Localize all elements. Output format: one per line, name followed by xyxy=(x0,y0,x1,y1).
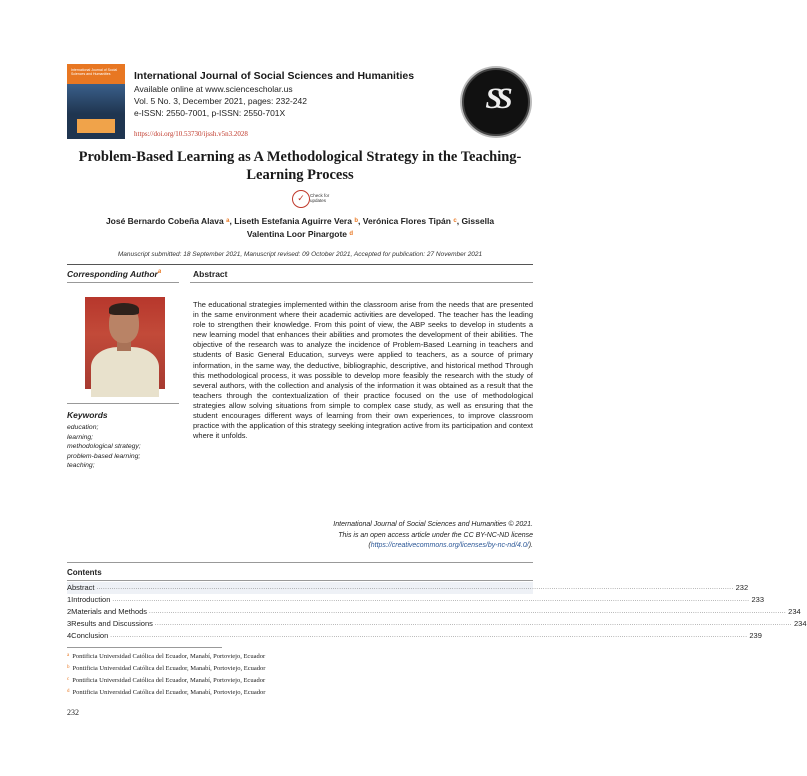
affiliation-d xyxy=(67,689,265,696)
affiliation-mark: b xyxy=(67,665,70,670)
toc-num: 1 xyxy=(67,595,72,604)
journal-logo-text: SS xyxy=(485,82,507,115)
abstract-text: The educational strategies implemented within the classroom arise from the needs that are presented in the same environment where their academic activities are developed. The teacher has the leading role to strengthen their knowledge. From this point of view, the ABP seeks to develop in students a new learning model that enhances their abilities and promotes the development of their abilities. The objective of the research was to analyze the incidence of Problem-Based Learning in teachers and students of Basic General Education, surveys were applied to teachers, as a source of primary information, in the same way, the deductive, bibliographic, descriptive, and historical method Through this methodological process, it was possible to develop more feasibly the research with the study of several authors, with the collection and analysis of the information it was obtained as a result that the teachers through the contextualization of their practice focused on the use of methodological strategies allow solving situations from simple to complex case study, as well as ensuring that the student encourages different ways of learning from their own experiences, to improve classroom practice with the application of this strategy seeking integration active from its participation and context where it unfolds. xyxy=(193,300,533,441)
authors xyxy=(67,215,533,241)
abstract-heading: Abstract xyxy=(193,269,228,279)
journal-volume: Vol. 5 No. 3, December 2021, pages: 232-242 xyxy=(134,96,307,106)
toc-dots: ...................................................................................................................................................................................................................................................................................................... xyxy=(112,597,750,603)
divider-top xyxy=(67,264,533,265)
divider-keywords xyxy=(67,403,179,404)
license-block xyxy=(240,520,533,552)
toc-dots: ...................................................................................................................................................................................................................................................................................................... xyxy=(96,585,734,591)
toc-page: 233 xyxy=(751,595,764,604)
author-sep: , xyxy=(229,216,232,226)
keyword: learning; xyxy=(67,433,94,441)
toc-dots: ...................................................................................................................................................................................................................................................................................................... xyxy=(149,609,787,615)
toc-title: Abstract xyxy=(67,583,95,592)
toc-title: Introduction xyxy=(71,595,111,604)
affiliation-c xyxy=(67,677,265,684)
affiliation-text: Pontificia Universidad Católica del Ecuador, Manabí, Portoviejo, Ecuador xyxy=(72,665,266,672)
divider-left xyxy=(67,282,179,283)
journal-title: International Journal of Social Sciences and Humanities xyxy=(134,70,415,82)
toc-title: Materials and Methods xyxy=(71,607,148,616)
cover-title: International Journal of Social Sciences and Humanities xyxy=(71,68,118,76)
toc-row-conclusion[interactable] xyxy=(67,630,762,642)
affiliation-mark: a xyxy=(67,653,70,658)
license-line-1: International Journal of Social Sciences and Humanities © 2021. xyxy=(333,521,533,528)
corresponding-mark: a xyxy=(157,269,162,275)
check-updates-icon[interactable]: ✓ xyxy=(292,190,310,208)
toc-dots: ...................................................................................................................................................................................................................................................................................................... xyxy=(110,633,748,639)
keyword: methodological strategy; xyxy=(67,443,141,450)
toc-row-materials[interactable] xyxy=(67,606,801,618)
toc-row-introduction[interactable] xyxy=(67,594,764,606)
affiliation-mark: d xyxy=(67,689,70,694)
toc-dots: ...................................................................................................................................................................................................................................................................................................... xyxy=(154,621,792,627)
divider-right xyxy=(190,282,533,283)
toc-page: 234 xyxy=(793,619,807,628)
affiliation-text: Pontificia Universidad Católica del Ecuador, Manabí, Portoviejo, Ecuador xyxy=(72,689,266,696)
keyword: teaching; xyxy=(67,462,95,469)
toc-page: 239 xyxy=(749,631,762,640)
keywords-list xyxy=(67,423,141,471)
contents-heading: Contents xyxy=(67,568,102,577)
divider-affiliations xyxy=(67,647,222,648)
affiliation-text: Pontificia Universidad Católica del Ecuador, Manabí, Portoviejo, Ecuador xyxy=(72,653,266,660)
check-updates-label[interactable] xyxy=(310,193,329,203)
keyword: problem-based learning; xyxy=(67,452,141,460)
author-3: Verónica Flores Tipán xyxy=(362,216,451,226)
corresponding-author-label xyxy=(67,269,161,279)
author-photo xyxy=(85,297,165,389)
author-4-sup: d xyxy=(349,231,354,237)
keyword: education; xyxy=(67,424,99,431)
affiliation-b xyxy=(67,665,265,672)
journal-available: Available online at www.sciencescholar.us xyxy=(134,84,293,94)
author-1: José Bernardo Cobeña Alava xyxy=(105,216,224,226)
author-2-sup: b xyxy=(354,218,359,224)
divider-contents xyxy=(67,562,533,563)
article-title: Problem-Based Learning as A Methodological Strategy in the Teaching-Learning Process xyxy=(78,149,522,183)
author-4-last: Valentina Loor Pinargote xyxy=(246,229,348,239)
license-line-2: This is an open access article under the CC BY-NC-ND license xyxy=(338,531,533,539)
author-4-first: Gissella xyxy=(461,216,495,226)
toc-row-results[interactable] xyxy=(67,618,807,630)
doi-link[interactable]: https://doi.org/10.53730/ijssh.v5n3.2028 xyxy=(134,130,248,138)
toc-title: Results and Discussions xyxy=(71,619,153,628)
manuscript-dates: Manuscript submitted: 18 September 2021, Manuscript revised: 09 October 2021, Accepted for publication: 27 November 2021 xyxy=(117,251,483,258)
journal-issn: e-ISSN: 2550-7001, p-ISSN: 2550-701X xyxy=(134,108,286,118)
author-2: Liseth Estefania Aguirre Vera xyxy=(234,216,352,226)
author-sep: , xyxy=(456,216,460,226)
keywords-label: Keywords xyxy=(67,410,108,420)
author-sep: , xyxy=(358,216,361,226)
corresponding-label-text: Corresponding Author xyxy=(67,269,158,279)
toc-page: 232 xyxy=(735,583,749,592)
license-paren-close: ). xyxy=(528,542,533,549)
page-number: 232 xyxy=(67,708,79,717)
toc-num: 4 xyxy=(67,631,72,640)
toc-title: Conclusion xyxy=(71,631,109,640)
check-label-2: updates xyxy=(310,198,327,203)
toc-page: 234 xyxy=(788,607,801,616)
license-link[interactable]: https://creativecommons.org/licenses/by-nc-nd/4.0/ xyxy=(370,542,529,549)
affiliation-text: Pontificia Universidad Católica del Ecuador, Manabí, Portoviejo, Ecuador xyxy=(72,677,266,684)
author-3-sup: c xyxy=(453,218,457,224)
toc-num: 2 xyxy=(67,607,72,616)
divider-toc xyxy=(67,580,533,581)
toc-row-abstract[interactable] xyxy=(67,582,749,594)
check-label-1: Check for xyxy=(310,193,330,198)
license-paren-open: ( xyxy=(368,542,371,549)
affiliation-mark: c xyxy=(67,677,70,682)
toc-num: 3 xyxy=(67,619,72,628)
affiliation-a xyxy=(67,653,265,660)
author-1-sup: a xyxy=(226,218,230,224)
journal-cover-image xyxy=(67,64,125,139)
